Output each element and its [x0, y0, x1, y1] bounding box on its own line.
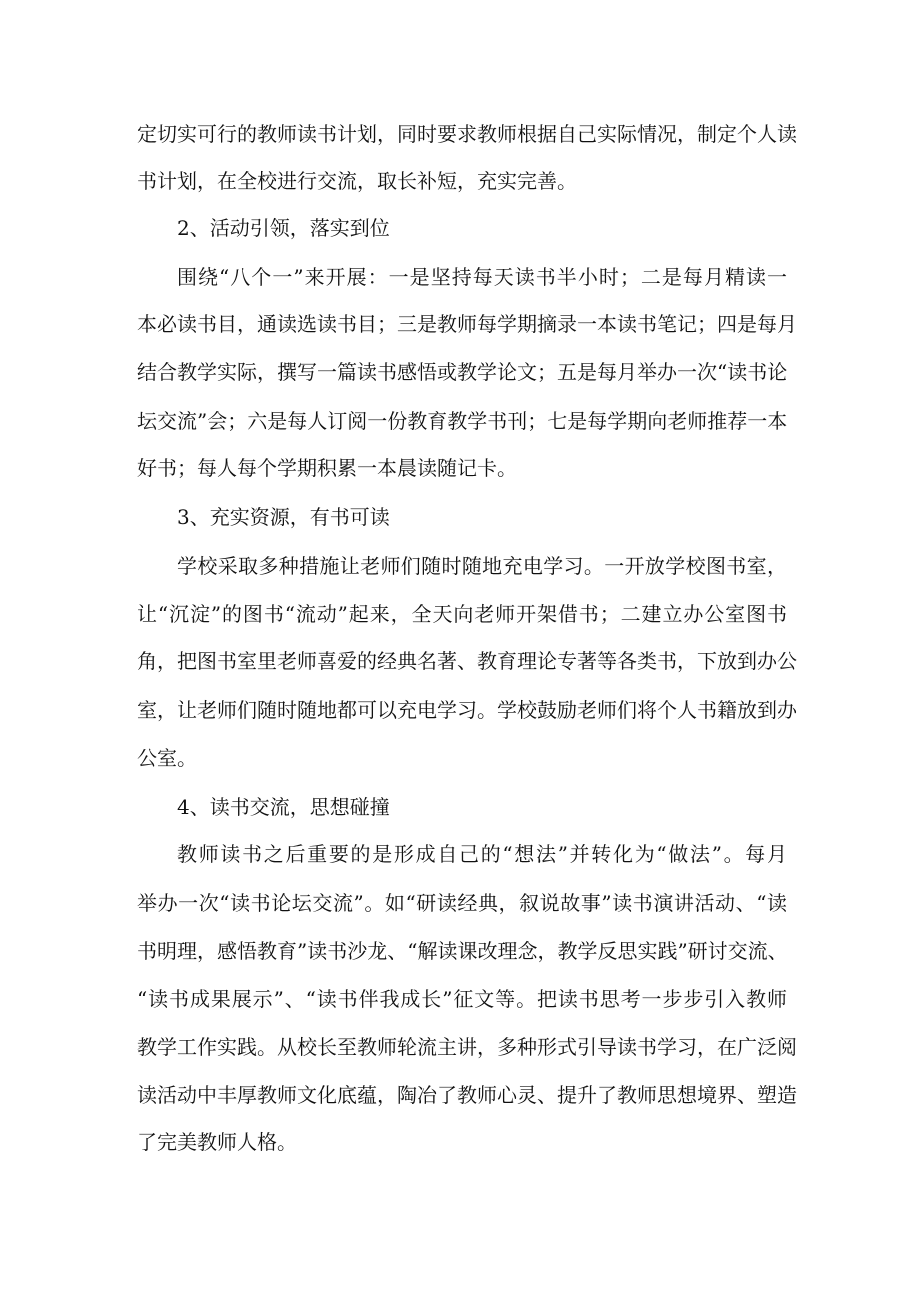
paragraph-line: 书计划，在全校进行交流，取长补短，充实完善。: [137, 169, 577, 193]
section-heading: 3、充实资源，有书可读: [177, 505, 390, 529]
paragraph-line: 好书；每人每个学期积累一本晨读随记卡。: [137, 456, 517, 480]
paragraph-line: 教师读书之后重要的是形成自己的“想法”并转化为“做法”。每月: [177, 842, 787, 866]
paragraph-line: 坛交流”会；六是每人订阅一份教育教学书刊；七是每学期向老师推荐一本: [137, 409, 788, 433]
paragraph-line: 结合教学实际，撰写一篇读书感悟或教学论文；五是每月举办一次“读书论: [137, 360, 788, 384]
paragraph-line: “读书成果展示”、“读书伴我成长”征文等。把读书思考一步步引入教师: [137, 987, 787, 1011]
paragraph-line: 围绕“八个一”来开展：一是坚持每天读书半小时；二是每月精读一: [177, 265, 787, 289]
section-heading: 4、读书交流，思想碰撞: [177, 795, 390, 819]
paragraph-line: 定切实可行的教师读书计划，同时要求教师根据自己实际情况，制定个人读: [137, 122, 797, 146]
paragraph-line: 让“沉淀”的图书“流动”起来，全天向老师开架借书；二建立办公室图书: [137, 602, 787, 626]
paragraph-line: 学校采取多种措施让老师们随时随地充电学习。一开放学校图书室，: [177, 554, 787, 578]
paragraph-line: 角，把图书室里老师喜爱的经典名著、教育理论专著等各类书，下放到办公: [137, 649, 797, 673]
paragraph-line: 书明理，感悟教育”读书沙龙、“解读课改理念，教学反思实践”研讨交流、: [137, 939, 788, 963]
paragraph-line: 室，让老师们随时随地都可以充电学习。学校鼓励老师们将个人书籍放到办: [137, 698, 797, 722]
paragraph-line: 读活动中丰厚教师文化底蕴，陶冶了教师心灵、提升了教师思想境界、塑造: [137, 1083, 797, 1107]
paragraph-line: 本必读书目，通读选读书目；三是教师每学期摘录一本读书笔记；四是每月: [137, 312, 797, 336]
paragraph-line: 举办一次“读书论坛交流”。如“研读经典，叙说故事”读书演讲活动、“读: [137, 891, 787, 915]
paragraph-line: 教学工作实践。从校长至教师轮流主讲，多种形式引导读书学习，在广泛阅: [137, 1035, 797, 1059]
paragraph-line: 了完美教师人格。: [137, 1130, 297, 1154]
paragraph-line: 公室。: [137, 746, 197, 770]
section-heading: 2、活动引领，落实到位: [177, 216, 390, 240]
